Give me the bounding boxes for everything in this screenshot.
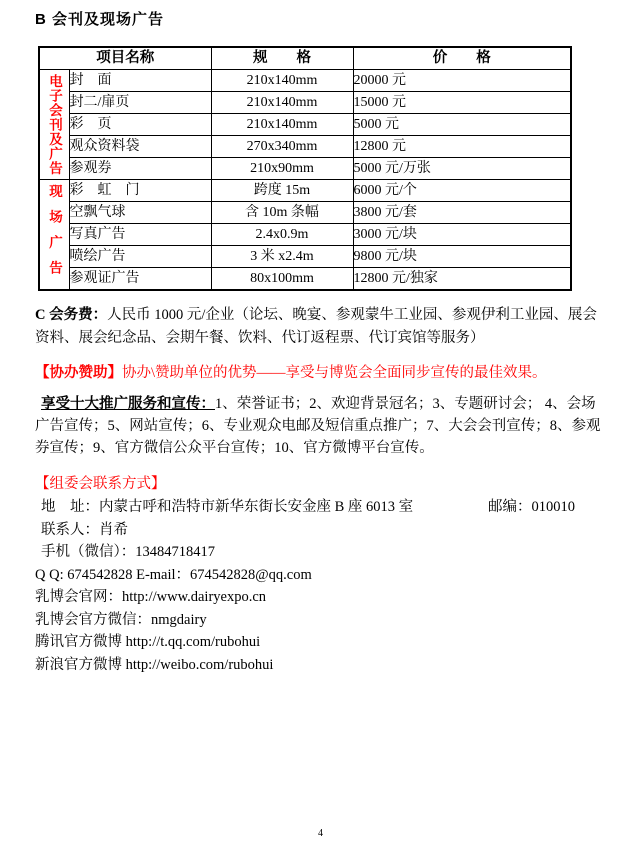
fee-section bbox=[35, 304, 605, 350]
group-cell-onsite-ads bbox=[39, 180, 69, 291]
postcode-text: 邮编：010010 bbox=[488, 499, 575, 515]
table-row bbox=[39, 180, 571, 202]
table-header-row bbox=[39, 47, 571, 70]
item-cell: 封二/扉页 bbox=[69, 92, 211, 114]
spec-cell: 210x140mm bbox=[211, 70, 353, 92]
price-cell: 5000 元/万张 bbox=[353, 158, 571, 180]
contact-heading: 【组委会联系方式】 bbox=[35, 476, 166, 492]
sponsor-label: 【协办赞助】 bbox=[35, 365, 122, 381]
spec-cell: 80x100mm bbox=[211, 268, 353, 291]
price-cell: 3000 元/块 bbox=[353, 224, 571, 246]
price-cell: 5000 元 bbox=[353, 114, 571, 136]
table-row bbox=[39, 136, 571, 158]
group-cell-electronic-journal bbox=[39, 70, 69, 180]
table-row bbox=[39, 114, 571, 136]
spec-cell: 210x140mm bbox=[211, 92, 353, 114]
wechat-line: 乳博会官方微信：nmgdairy bbox=[35, 611, 207, 628]
table-row bbox=[39, 158, 571, 180]
item-cell: 参观券 bbox=[69, 158, 211, 180]
qq-email-line: Q Q: 674542828 E-mail：674542828@qq.com bbox=[35, 566, 312, 583]
spec-cell: 210x140mm bbox=[211, 114, 353, 136]
page-title: B 会刊及现场广告 bbox=[35, 11, 165, 28]
address-text: 地 址：内蒙古呼和浩特市新华东街长安金座 B 座 6013 室 bbox=[41, 499, 414, 515]
promotion-section bbox=[35, 393, 605, 459]
table-row bbox=[39, 268, 571, 291]
item-cell: 参观证广告 bbox=[69, 268, 211, 291]
sina-weibo-line: 新浪官方微博 http://weibo.com/rubohui bbox=[35, 656, 274, 673]
price-cell: 20000 元 bbox=[353, 70, 571, 92]
item-cell: 封 面 bbox=[69, 70, 211, 92]
table-row bbox=[39, 92, 571, 114]
spec-cell: 3 米 x2.4m bbox=[211, 246, 353, 268]
header-spec: 规 格 bbox=[211, 47, 353, 70]
promotion-text: 1、荣誉证书；2、欢迎背景冠名；3、专题研讨会； 4、会场广告宣传；5、网站宣传；6、专业观众电邮及短信重点推广；7、大会会刊宣传；8、参观券宣传；9、官方微信公众平台宣传；10、官方微博平台宣传。 bbox=[35, 396, 601, 456]
spec-cell: 210x90mm bbox=[211, 158, 353, 180]
spec-cell: 含 10m 条幅 bbox=[211, 202, 353, 224]
table-row bbox=[39, 202, 571, 224]
page-number: 4 bbox=[318, 828, 323, 839]
table-row bbox=[39, 246, 571, 268]
group-label-onsite-ads: 现场广告 bbox=[47, 183, 62, 286]
tencent-weibo-line: 腾讯官方微博 http://t.qq.com/rubohui bbox=[35, 634, 261, 650]
price-cell: 12800 元/独家 bbox=[353, 268, 571, 291]
price-cell: 15000 元 bbox=[353, 92, 571, 114]
header-item-name: 项目名称 bbox=[39, 47, 211, 70]
spec-cell: 270x340mm bbox=[211, 136, 353, 158]
table-row bbox=[39, 70, 571, 92]
item-cell: 彩 虹 门 bbox=[69, 180, 211, 202]
price-cell: 3800 元/套 bbox=[353, 202, 571, 224]
sponsor-text: 协办\赞助单位的优势——享受与博览会全面同步宣传的最佳效果。 bbox=[122, 365, 547, 381]
price-cell: 12800 元 bbox=[353, 136, 571, 158]
price-cell: 9800 元/块 bbox=[353, 246, 571, 268]
sponsor-line bbox=[35, 362, 605, 384]
fee-text: 人民币 1000 元/企业（论坛、晚宴、参观蒙牛工业园、参观伊利工业园、展会资料、展会纪念品、会期午餐、饮料、代订返程票、代订宾馆等服务） bbox=[35, 307, 597, 346]
promotion-label: 享受十大推广服务和宣传： bbox=[41, 396, 215, 412]
header-price: 价 格 bbox=[353, 47, 571, 70]
item-cell: 喷绘广告 bbox=[69, 246, 211, 268]
spec-cell: 跨度 15m bbox=[211, 180, 353, 202]
table-row bbox=[39, 224, 571, 246]
website-line: 乳博会官网：http://www.dairyexpo.cn bbox=[35, 589, 267, 605]
price-table bbox=[38, 46, 572, 291]
group-label-electronic-journal-ads: 电子会刊及广告 bbox=[47, 73, 62, 176]
mobile-line: 手机（微信）：13484718417 bbox=[41, 544, 215, 560]
contact-person-line: 联系人：肖希 bbox=[41, 521, 128, 538]
contact-section bbox=[35, 473, 605, 676]
item-cell: 彩 页 bbox=[69, 114, 211, 136]
spec-cell: 2.4x0.9m bbox=[211, 224, 353, 246]
fee-label: C 会务费： bbox=[35, 307, 108, 323]
address-line bbox=[35, 496, 605, 519]
price-cell: 6000 元/个 bbox=[353, 180, 571, 202]
item-cell: 写真广告 bbox=[69, 224, 211, 246]
item-cell: 空飘气球 bbox=[69, 202, 211, 224]
item-cell: 观众资料袋 bbox=[69, 136, 211, 158]
